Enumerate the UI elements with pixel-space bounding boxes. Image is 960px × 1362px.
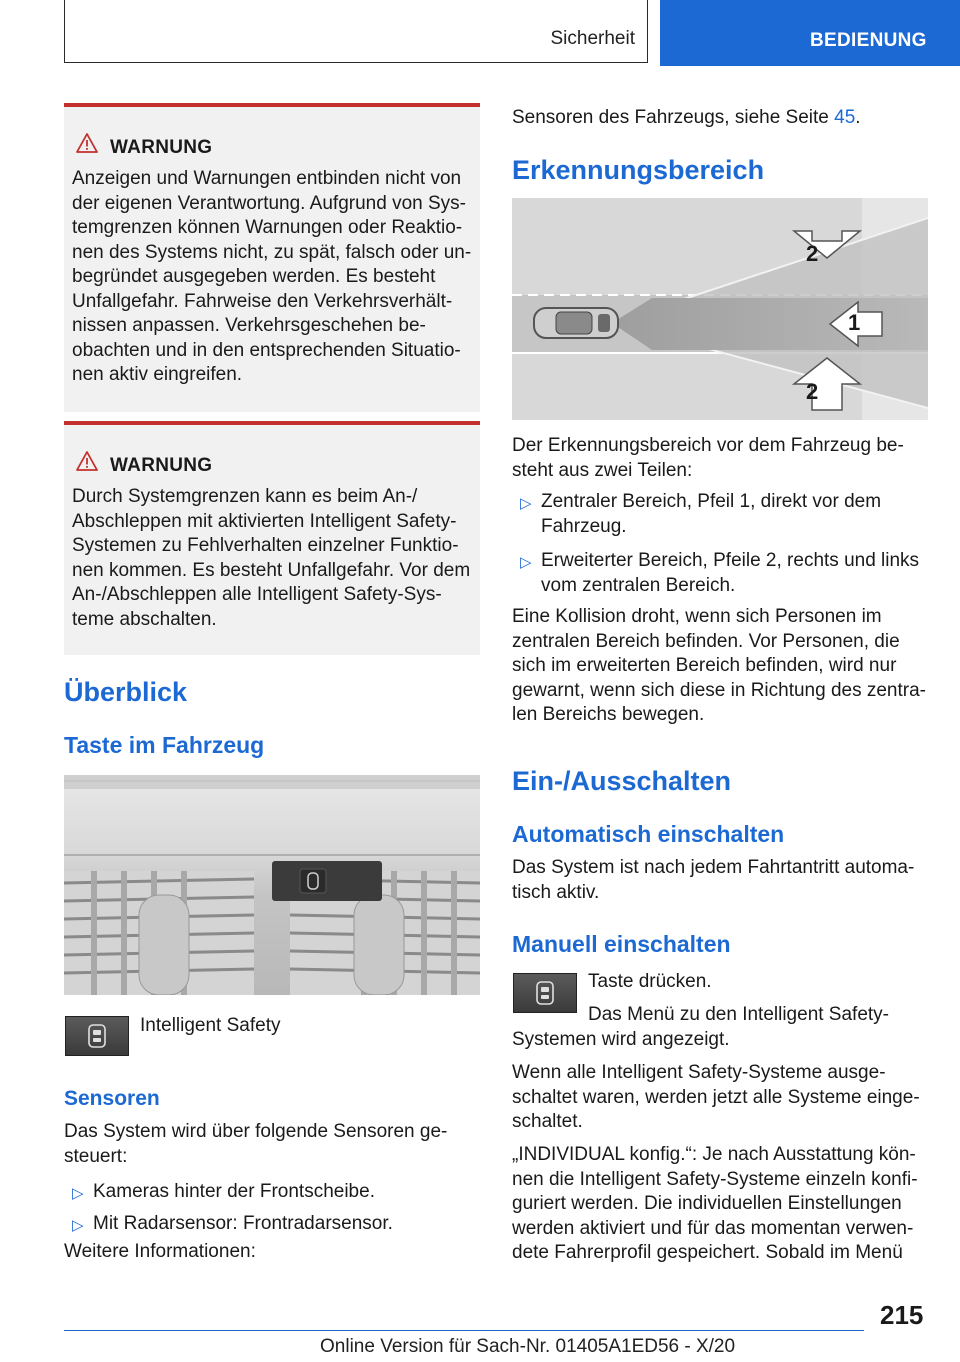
warning-box-2 — [64, 421, 480, 655]
triangle-bullet-icon: ▷ — [72, 1217, 84, 1234]
list-item: ▷ Kameras hinter der Frontscheibe. — [64, 1180, 480, 1212]
warning-text: Durch Systemgrenzen kann es beim An-/ Abschleppen mit aktivierten Intelligent Safety- Systemen zu Fehlverhalten einzelner Funktio- nen kommen. Es besteht Unfallgefahr. Vor dem An-/Abschleppen alle Intelligent Safety-Sys- teme abschalten. — [72, 486, 471, 630]
heading-taste-im-fahrzeug: Taste im Fahrzeug — [64, 732, 265, 758]
sensoren-reference: Sensoren des Fahrzeugs, siehe Seite 45. — [512, 107, 861, 128]
button-caption: Intelligent Safety — [140, 1015, 281, 1036]
dashboard-photo — [64, 775, 480, 995]
footer-divider — [64, 1330, 864, 1331]
header-section-label: Sicherheit — [550, 28, 635, 49]
list-item: ▷ Erweiterter Bereich, Pfeile 2, rechts und links vom zentralen Bereich. — [520, 550, 920, 596]
heading-sensoren: Sensoren — [64, 1087, 160, 1110]
list-item: ▷ Mit Radarsensor: Frontradarsensor. — [64, 1212, 480, 1244]
page-number: 215 — [880, 1300, 924, 1330]
header-tab-label: BEDIENUNG — [810, 30, 927, 51]
diagram-label-2-bottom: 2 — [806, 379, 819, 404]
triangle-bullet-icon: ▷ — [72, 1185, 84, 1202]
heading-erkennungsbereich: Erkennungsbereich — [512, 155, 765, 185]
kollision-text: Eine Kollision droht, wenn sich Personen im zentralen Bereich befinden. Vor Personen, die sich im erweiterten Bereich befinden, wird nur gewarnt, wenn sich diese in Richtung des zentra- len Bereichs bewegen. — [512, 606, 927, 725]
heading-ueberblick: Überblick — [64, 677, 188, 707]
diagram-label-2-top: 2 — [806, 241, 819, 266]
erkennung-intro: Der Erkennungsbereich vor dem Fahrzeug be- steht aus zwei Teilen: — [512, 435, 904, 481]
footer-online-version: Online Version für Sach-Nr. 01405A1ED56 - X/20 — [320, 1336, 736, 1357]
warning-box-1 — [64, 103, 480, 412]
taste-druecken: Taste drücken. — [588, 971, 712, 992]
triangle-bullet-icon: ▷ — [520, 495, 532, 512]
weitere-informationen: Weitere Informationen: — [64, 1241, 256, 1262]
intelligent-safety-button-icon — [65, 1016, 129, 1056]
header-tab-bedienung[interactable] — [660, 0, 960, 66]
warning-title: WARNUNG — [110, 455, 213, 476]
sensoren-list — [64, 1180, 480, 1244]
warning-title: WARNUNG — [110, 137, 213, 158]
erkennung-list — [512, 490, 932, 608]
warning-text: Anzeigen und Warnungen entbinden nicht von der eigenen Verantwortung. Aufgrund von Sys- temgrenzen können Warnungen oder Reaktio- nen des Systems nicht, zu spät, falsch oder un- begründet ausgegeben werden. Es besteht Unfallgefahr. Fahrweise den Verkehrsverhält- nissen anpassen. Verkehrsgeschehen be- obachten und in den entsprechenden Situatio- nen aktiv eingreifen. — [72, 168, 472, 385]
menu-text: Das Menü zu den Intelligent Safety- Systemen wird angezeigt. — [512, 1004, 890, 1050]
wenn-alle-text: Wenn alle Intelligent Safety-Systeme ausge- schaltet waren, werden jetzt alle Systeme einge- schaltet. — [512, 1062, 920, 1132]
page-link-45[interactable]: 45 — [834, 107, 856, 128]
automatisch-text: Das System ist nach jedem Fahrtantritt automa- tisch aktiv. — [512, 857, 915, 903]
heading-ein-ausschalten: Ein-/Ausschalten — [512, 766, 732, 796]
diagram-label-1: 1 — [848, 310, 861, 335]
triangle-bullet-icon: ▷ — [520, 554, 532, 571]
warning-icon — [76, 133, 98, 158]
detection-range-diagram — [512, 198, 928, 420]
warning-icon — [76, 451, 98, 476]
individual-text: „INDIVIDUAL konfig.“: Je nach Ausstattung kön- nen die Intelligent Safety-Systeme einzeln konfi- guriert werden. Die individuellen Einstellungen werden aktiviert und für das momentan verwen- dete Fahrerprofil gespeichert. Sobald im Menü — [512, 1144, 918, 1263]
list-item: ▷ Zentraler Bereich, Pfeil 1, direkt vor dem Fahrzeug. — [520, 491, 882, 537]
heading-manuell-einschalten: Manuell einschalten — [512, 931, 731, 957]
sensoren-intro: Das System wird über folgende Sensoren ge- steuert: — [64, 1121, 448, 1167]
heading-automatisch-einschalten: Automatisch einschalten — [512, 821, 785, 847]
